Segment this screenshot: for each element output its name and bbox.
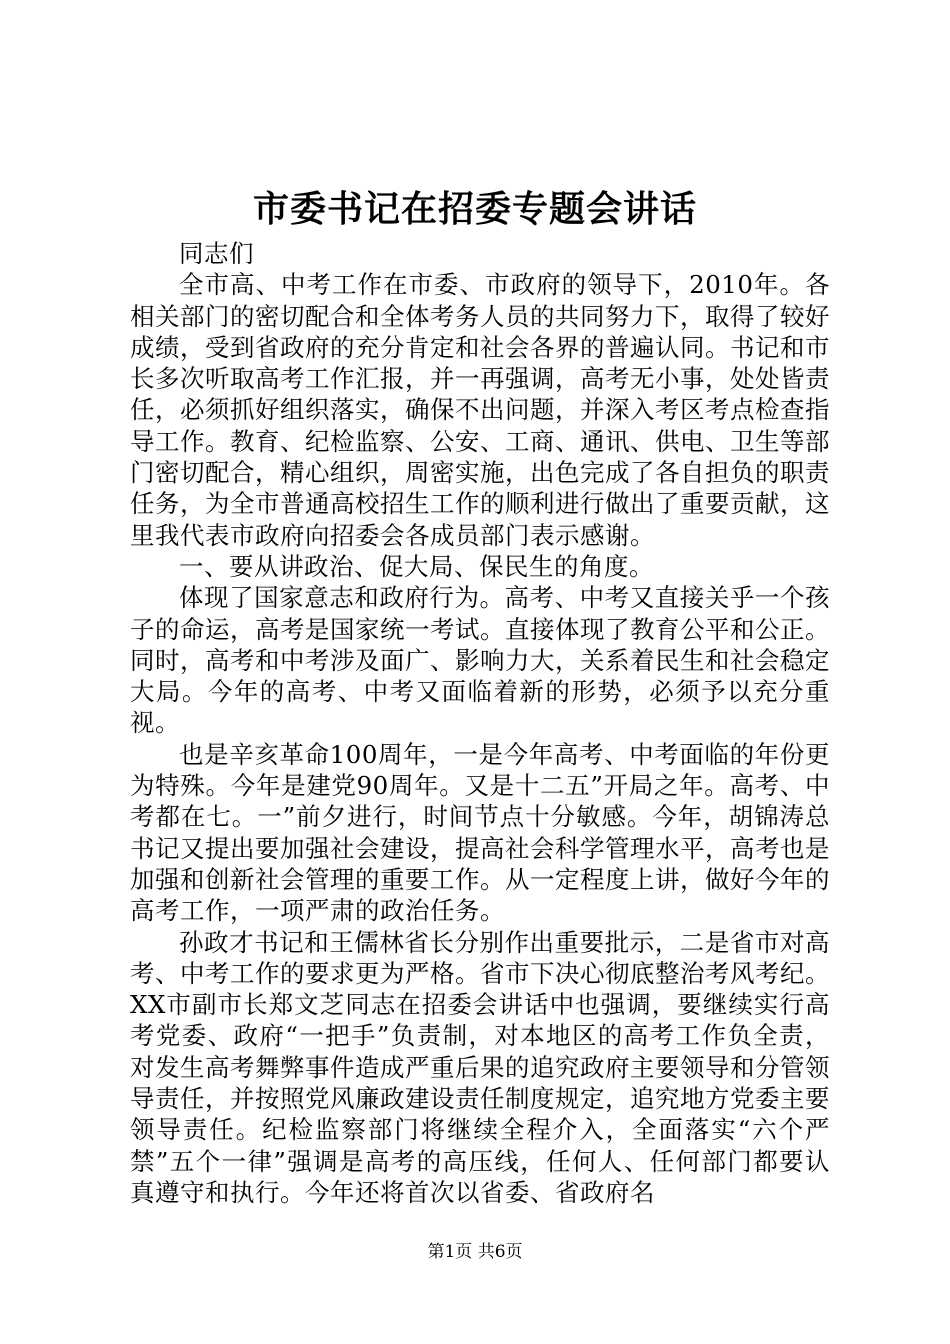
document-body — [130, 238, 830, 1208]
paragraph-salutation: 同志们 — [179, 239, 254, 268]
paragraph: 也是辛亥革命100周年，一是今年高考、中考面临的年份更为特殊。今年是建党90周年。又是十二五”开局之年。高考、中考都在七。一”前夕进行，时间节点十分敏感。今年，胡锦涛总书记又提出要加强社会建设，提高社会科学管理水平，高考也是加强和创新社会管理的重要工作。从一定程度上讲，做好今年的高考工作，一项严肃的政治任务。 — [130, 739, 830, 926]
paragraph: 孙政才书记和王儒林省长分别作出重要批示，二是省市对高考、中考工作的要求更为严格。省市下决心彻底整治考风考纪。XX市副市长郑文芝同志在招委会讲话中也强调，要继续实行高考党委、政府“一把手”负责制，对本地区的高考工作负全责，对发生高考舞弊事件造成严重后果的追究政府主要领导和分管领导责任，并按照党风廉政建设责任制度规定，追究地方党委主要领导责任。纪检监察部门将继续全程介入，全面落实“六个严禁”五个一律”强调是高考的高压线，任何人、任何部门都要认真遵守和执行。今年还将首次以省委、省政府名 — [130, 927, 830, 1207]
section-heading: 一、要从讲政治、促大局、保民生的角度。 — [179, 551, 654, 581]
document-title: 市委书记在招委专题会讲话 — [252, 188, 697, 230]
paragraph: 体现了国家意志和政府行为。高考、中考又直接关乎一个孩子的命运，高考是国家统一考试。直接体现了教育公平和公正。同时，高考和中考涉及面广、影响力大，关系着民生和社会稳定大局。今年的高考、中考又面临着新的形势，必须予以充分重视。 — [130, 583, 830, 738]
page-footer: 第1页 共6页 — [427, 1242, 523, 1262]
paragraph: 全市高、中考工作在市委、市政府的领导下，2010年。各相关部门的密切配合和全体考务人员的共同努力下，取得了较好成绩，受到省政府的充分肯定和社会各界的普遍认同。书记和市长多次听取高考工作汇报，并一再强调，高考无小事，处处皆责任，必须抓好组织落实，确保不出问题，并深入考区考点检查指导工作。教育、纪检监察、公安、工商、通讯、供电、卫生等部门密切配合，精心组织，周密实施，出色完成了各自担负的职责任务，为全市普通高校招生工作的顺利进行做出了重要贡献，这里我代表市政府向招委会各成员部门表示感谢。 — [130, 270, 830, 550]
